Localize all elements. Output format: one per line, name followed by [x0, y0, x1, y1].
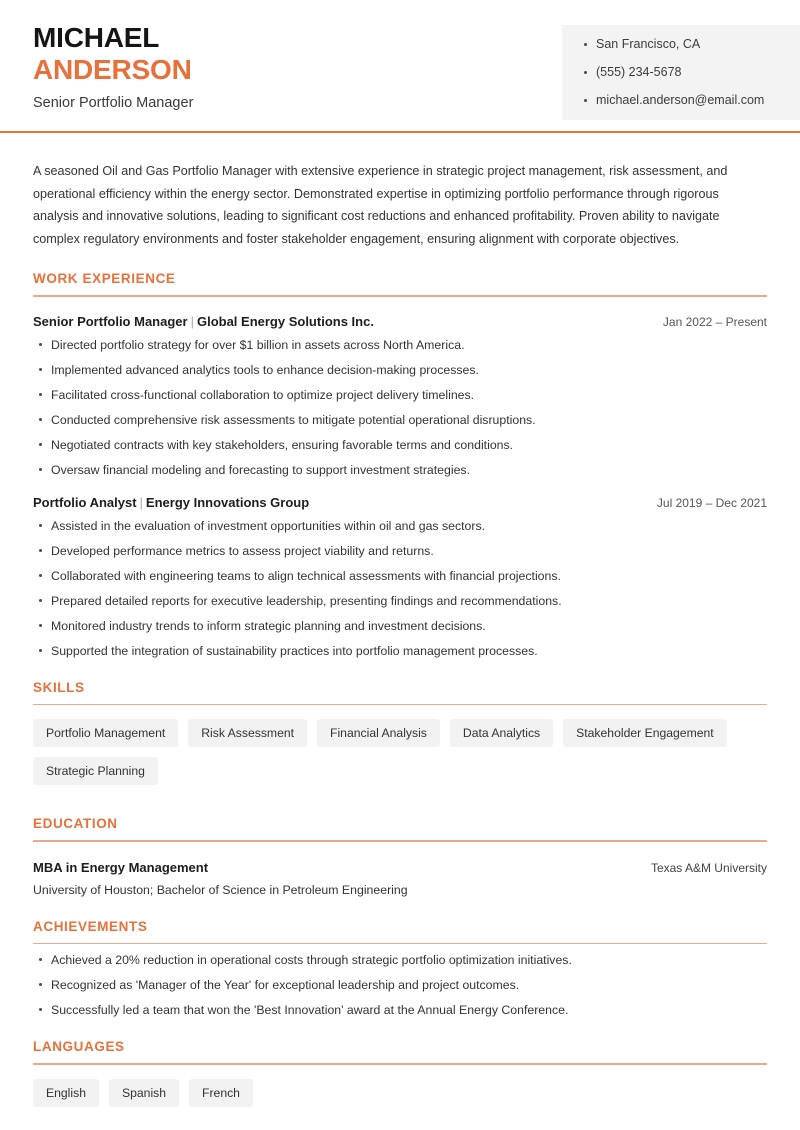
experience-bullet: Collaborated with engineering teams to align technical assessments with financial projections.: [33, 568, 767, 584]
experience-bullet: Oversaw financial modeling and forecasting to support investment strategies.: [33, 462, 767, 478]
language-chip: French: [189, 1079, 253, 1107]
contact-email: michael.anderson@email.com: [584, 93, 800, 108]
education-institution: Texas A&M University: [650, 860, 767, 875]
section-rule: [33, 840, 767, 842]
skill-chip: Data Analytics: [450, 719, 553, 747]
headline-job-title: Senior Portfolio Manager: [33, 95, 194, 111]
experience-company: Energy Innovations Group: [145, 494, 310, 510]
section-education: [33, 816, 767, 898]
experience-entry: [33, 314, 767, 478]
section-rule: [33, 704, 767, 706]
skill-chip: Risk Assessment: [188, 719, 307, 747]
section-work-experience: [33, 271, 767, 659]
experience-bullet: Implemented advanced analytics tools to enhance decision-making processes.: [33, 362, 767, 378]
section-title-languages: LANGUAGES: [33, 1039, 125, 1055]
experience-role: Senior Portfolio Manager: [33, 313, 188, 329]
experience-entry: [33, 495, 767, 659]
contact-phone: (555) 234-5678: [584, 65, 800, 80]
section-skills: [33, 680, 767, 796]
languages-list: [33, 1079, 767, 1117]
section-rule: [33, 295, 767, 297]
experience-bullet: Facilitated cross-functional collaboration to optimize project delivery timelines.: [33, 387, 767, 403]
skill-chip: Stakeholder Engagement: [563, 719, 727, 747]
header-divider: [0, 131, 800, 133]
section-languages: [33, 1039, 767, 1117]
experience-bullets: [33, 337, 767, 478]
section-rule: [33, 943, 767, 945]
language-chip: English: [33, 1079, 99, 1107]
skills-list: [33, 719, 767, 795]
experience-dates: Jan 2022 – Present: [662, 314, 767, 329]
experience-heading: [33, 495, 309, 510]
contact-block: [562, 25, 800, 120]
experience-bullet: Prepared detailed reports for executive leadership, presenting findings and recommendations.: [33, 593, 767, 609]
experience-bullet: Assisted in the evaluation of investment opportunities within oil and gas sectors.: [33, 518, 767, 534]
experience-separator: |: [139, 494, 143, 510]
contact-location: San Francisco, CA: [584, 37, 800, 52]
achievement-item: Successfully led a team that won the 'Best Innovation' award at the Annual Energy Conference.: [33, 1002, 767, 1018]
section-rule: [33, 1063, 767, 1065]
experience-bullets: [33, 518, 767, 659]
experience-role: Portfolio Analyst: [33, 494, 137, 510]
skill-chip: Strategic Planning: [33, 757, 158, 785]
skill-chip: Financial Analysis: [317, 719, 440, 747]
last-name: ANDERSON: [33, 54, 192, 85]
experience-bullet: Monitored industry trends to inform strategic planning and investment decisions.: [33, 618, 767, 634]
education-entry: [33, 860, 767, 898]
experience-bullet: Negotiated contracts with key stakeholders, ensuring favorable terms and conditions.: [33, 437, 767, 453]
first-name: MICHAEL: [33, 22, 160, 53]
experience-bullet: Developed performance metrics to assess project viability and returns.: [33, 543, 767, 559]
language-chip: Spanish: [109, 1079, 179, 1107]
resume-header: [0, 0, 800, 133]
section-achievements: [33, 919, 767, 1019]
education-detail: University of Houston; Bachelor of Science in Petroleum Engineering: [33, 882, 408, 897]
identity-block: [0, 0, 193, 111]
section-title-achievements: ACHIEVEMENTS: [33, 918, 148, 934]
achievement-item: Achieved a 20% reduction in operational costs through strategic portfolio optimization initiatives.: [33, 952, 767, 968]
education-degree: MBA in Energy Management: [33, 859, 209, 875]
resume-body: [0, 160, 800, 1117]
experience-heading: [33, 314, 374, 329]
achievement-item: Recognized as 'Manager of the Year' for exceptional leadership and project outcomes.: [33, 977, 767, 993]
skill-chip: Portfolio Management: [33, 719, 178, 747]
section-title-education: EDUCATION: [33, 816, 118, 832]
experience-dates: Jul 2019 – Dec 2021: [656, 495, 767, 510]
section-title-skills: SKILLS: [33, 679, 85, 695]
professional-summary: A seasoned Oil and Gas Portfolio Manager with extensive experience in strategic project management, risk assessment, and operational efficiency within the energy sector. Demonstrated expertise in optimizing portfolio performance through rigorous analysis and innovative solutions, leading to significant cost reductions and enhanced profitability. Proven ability to navigate complex regulatory environments and foster stakeholder engagement, ensuring alignment with corporate objectives.: [33, 164, 728, 246]
experience-separator: |: [190, 313, 194, 329]
section-title-work-experience: WORK EXPERIENCE: [33, 271, 176, 286]
experience-company: Global Energy Solutions Inc.: [196, 313, 374, 329]
experience-bullet: Directed portfolio strategy for over $1 billion in assets across North America.: [33, 337, 767, 353]
experience-bullet: Supported the integration of sustainability practices into portfolio management processes.: [33, 643, 767, 659]
achievements-list: [33, 952, 767, 1018]
experience-bullet: Conducted comprehensive risk assessments to mitigate potential operational disruptions.: [33, 412, 767, 428]
